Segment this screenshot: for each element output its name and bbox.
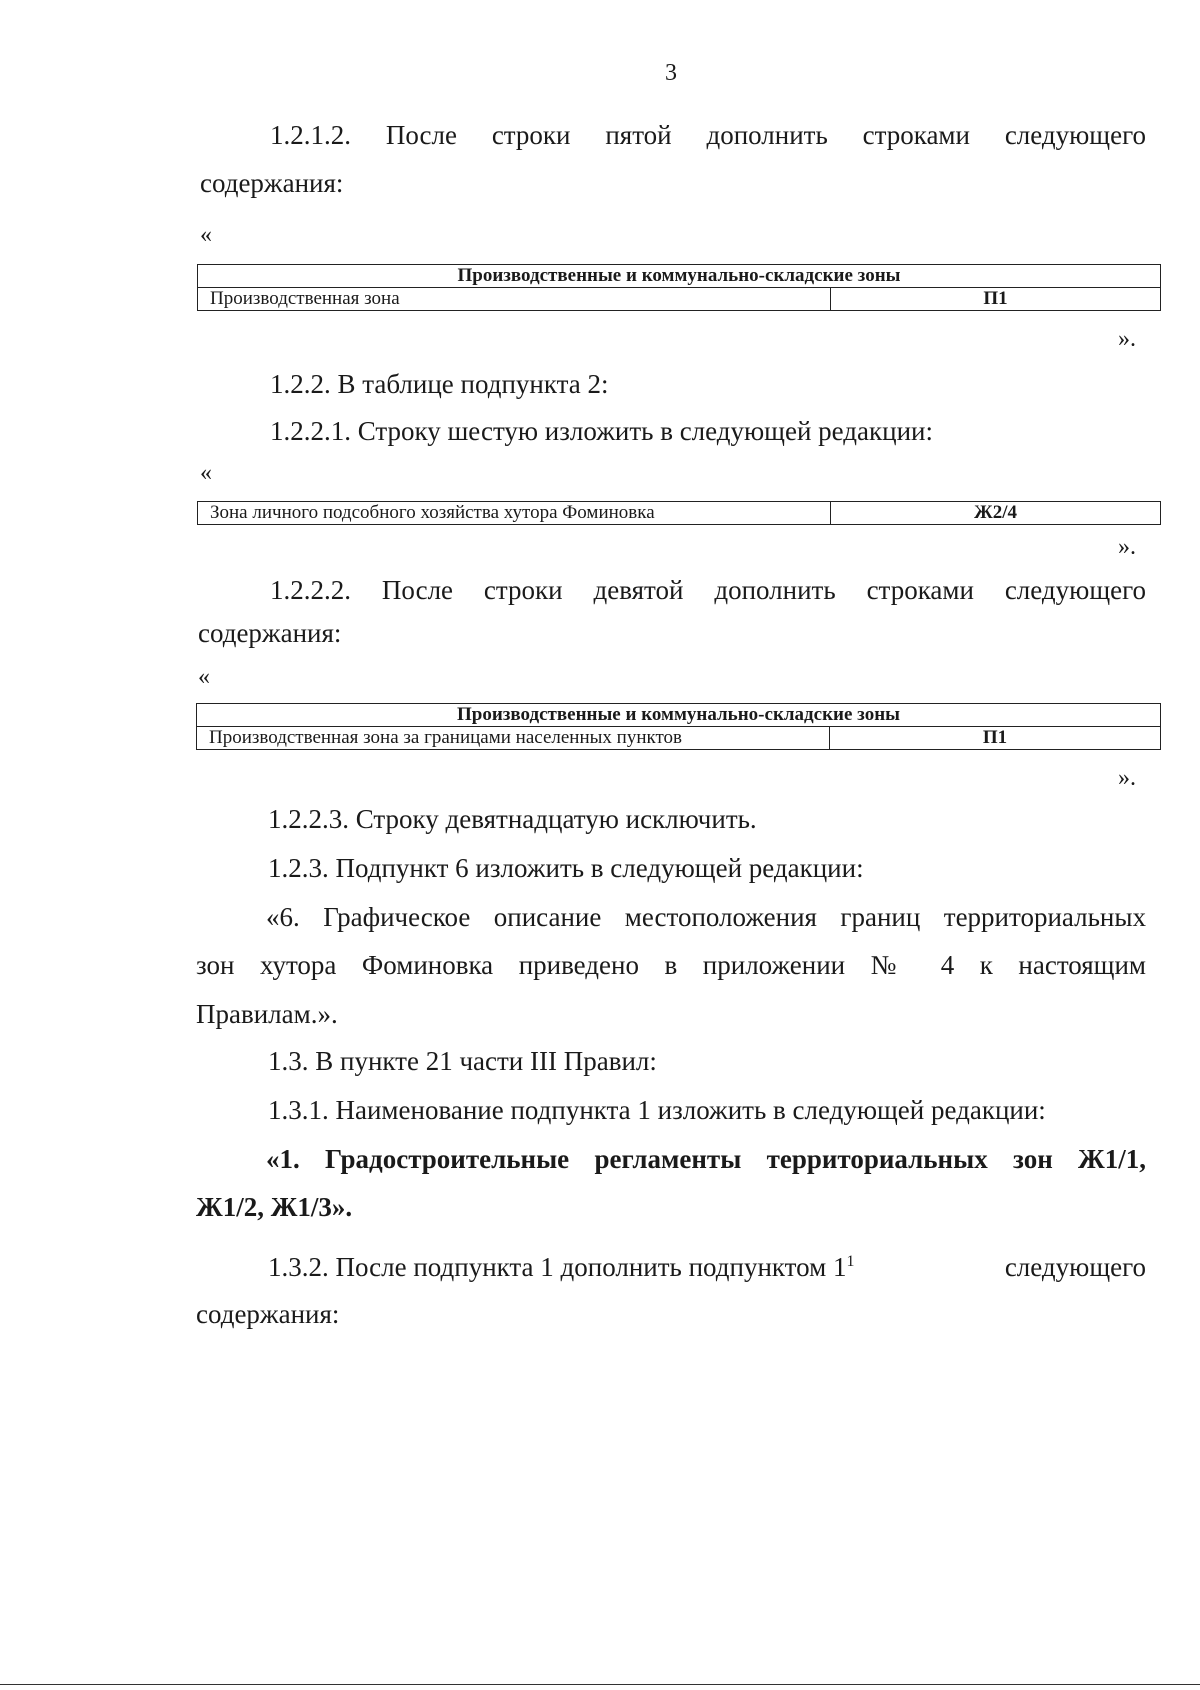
zone-code-cell: П1 — [830, 727, 1161, 750]
page-number: 3 — [665, 60, 677, 86]
zone-code-cell: П1 — [831, 288, 1161, 311]
paragraph-1-line-1: 1.2.1.2. После строки пятой дополнить строками следующего — [270, 120, 1146, 150]
close-quote-3: ». — [1118, 765, 1136, 791]
table-row — [197, 727, 1161, 750]
table-row — [198, 265, 1161, 288]
paragraph-9: 1.3.1. Наименование подпункта 1 изложить в следующей редакции: — [268, 1095, 1046, 1125]
close-quote-2: ». — [1118, 534, 1136, 560]
table-header-cell: Производственные и коммунально-складские зоны — [197, 704, 1161, 727]
paragraph-11-line-1 — [268, 1250, 1146, 1284]
close-quote-1: ». — [1118, 326, 1136, 352]
table-row — [198, 288, 1161, 311]
superscript: 1 — [846, 1253, 855, 1270]
zone-name-cell: Зона личного подсобного хозяйства хутора Фоминовка — [198, 502, 831, 525]
paragraph-7-line-2: зон хутора Фоминовка приведено в приложении № 4 к настоящим — [196, 950, 1146, 980]
paragraph-4-line-2: содержания: — [198, 618, 342, 648]
bottom-rule — [0, 1684, 1200, 1685]
paragraph-10-line-2: Ж1/2, Ж1/3». — [196, 1192, 353, 1222]
paragraph-7-line-3: Правилам.». — [196, 999, 338, 1029]
paragraph-11-line-2: содержания: — [196, 1299, 340, 1329]
paragraph-6: 1.2.3. Подпункт 6 изложить в следующей редакции: — [268, 853, 864, 883]
zone-name-cell: Производственная зона за границами населенных пунктов — [197, 727, 830, 750]
table-header-cell: Производственные и коммунально-складские зоны — [198, 265, 1161, 288]
open-quote-2: « — [200, 460, 212, 486]
paragraph-11-text-a: 1.3.2. После подпункта 1 дополнить подпунктом $1^1$ — [268, 1252, 855, 1282]
zone-table-3 — [196, 703, 1161, 750]
paragraph-1-line-2: содержания: — [200, 168, 344, 198]
paragraph-8: 1.3. В пункте 21 части III Правил: — [268, 1046, 657, 1076]
open-quote-1: « — [200, 222, 212, 248]
table-row — [198, 502, 1161, 525]
paragraph-5: 1.2.2.3. Строку девятнадцатую исключить. — [268, 804, 757, 834]
zone-table-1 — [197, 264, 1161, 311]
zone-code-cell: Ж2/4 — [831, 502, 1161, 525]
paragraph-11-text-b: следующего — [1004, 1252, 1146, 1282]
zone-table-2 — [197, 501, 1161, 525]
paragraph-10-line-1: «1. Градостроительные регламенты территориальных зон Ж1/1, — [266, 1144, 1146, 1174]
table-row — [197, 704, 1161, 727]
paragraph-7-line-1: «6. Графическое описание местоположения границ территориальных — [266, 902, 1146, 932]
zone-name-cell: Производственная зона — [198, 288, 831, 311]
paragraph-4-line-1: 1.2.2.2. После строки девятой дополнить строками следующего — [270, 575, 1146, 605]
open-quote-3: « — [198, 664, 210, 690]
paragraph-3: 1.2.2.1. Строку шестую изложить в следующей редакции: — [270, 416, 933, 446]
paragraph-2: 1.2.2. В таблице подпункта 2: — [270, 369, 609, 399]
